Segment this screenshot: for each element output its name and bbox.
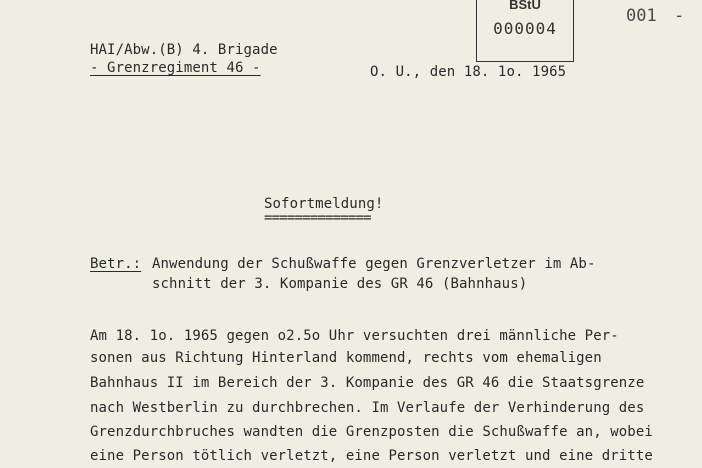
body-line: nach Westberlin zu durchbrechen. Im Verlaufe der Verhinderung des [90, 400, 645, 416]
header-unit: HAI/Abw.(B) 4. Brigade [90, 42, 278, 58]
bstu-stamp [476, 0, 574, 62]
body-line: Bahnhaus II im Bereich der 3. Kompanie des GR 46 die Staatsgrenze [90, 375, 645, 391]
body-line: Grenzdurchbruches wandten die Grenzposten die Schußwaffe an, wobei [90, 424, 653, 440]
header-regiment: - Grenzregiment 46 - [90, 60, 261, 76]
body-line: eine Person tötlich verletzt, eine Person verletzt und eine dritte [90, 448, 653, 464]
subject-line-2: schnitt der 3. Kompanie des GR 46 (Bahnhaus) [152, 276, 528, 292]
body-line: sonen aus Richtung Hinterland kommend, rechts vom ehemaligen [90, 350, 602, 366]
document-title: Sofortmeldung! [264, 196, 384, 212]
title-underline: ============== [264, 210, 371, 226]
stamp-label: BStU [509, 0, 541, 12]
body-line: Am 18. 1o. 1965 gegen o2.5o Uhr versuchten drei männliche Per- [90, 328, 619, 344]
page-number: 001 [626, 6, 657, 26]
subject-label: Betr.: [90, 256, 142, 272]
place-date: O. U., den 18. 1o. 1965 [370, 64, 567, 80]
subject-line-1: Anwendung der Schußwaffe gegen Grenzverletzer im Ab- [152, 256, 596, 272]
page-number-dash: - [674, 6, 685, 26]
stamp-number: 000004 [493, 19, 557, 38]
